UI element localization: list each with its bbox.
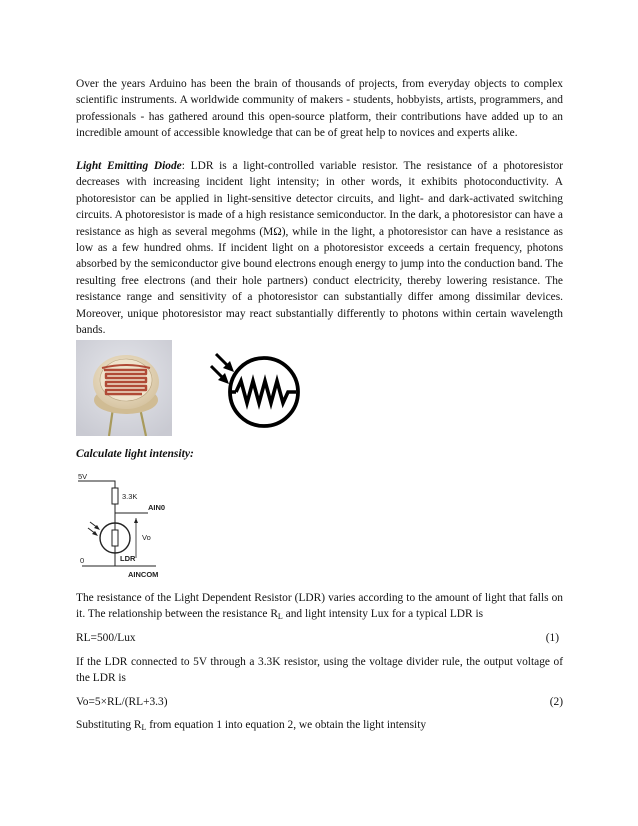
circuit-aincom-label: AINCOM: [128, 570, 159, 579]
substitute-text-end: from equation 1 into equation 2, we obtain the light intensity: [146, 719, 427, 731]
equation-2-formula: Vo=5×RL/(RL+3.3): [76, 696, 168, 708]
relationship-paragraph: [76, 590, 563, 626]
substitute-subscript: L: [141, 723, 147, 732]
relationship-text-start: The resistance of the Light Dependent Resistor (LDR) varies according to the amount of light that falls on it. The relationship between the resistance R: [76, 592, 563, 621]
intro-paragraph: Over the years Arduino has been the brain of thousands of projects, from everyday objects to complex scientific instruments. A worldwide community of makers - students, hobbyists, artists, programmers, and professionals - has gathered around this open-source platform, their contributions have added up to an incredible amount of accessible knowledge that can be of great help to novices and experts alike.: [76, 78, 563, 140]
circuit-output-label: Vo: [142, 533, 151, 542]
equation-2-number: (2): [549, 696, 563, 708]
circuit-resistor-label: 3.3K: [122, 492, 138, 501]
relationship-subscript: L: [277, 612, 283, 622]
ldr-paragraph: [76, 158, 563, 338]
equation-1-number: (1): [545, 632, 559, 644]
circuit-ain0-label: AIN0: [148, 503, 166, 512]
relationship-text-end: and light intensity Lux for a typical LDR is: [282, 608, 484, 621]
circuit-ldr-label: LDR: [120, 554, 136, 563]
equation-1-formula: RL=500/Lux: [76, 632, 136, 644]
divider-paragraph: If the LDR connected to 5V through a 3.3K resistor, using the voltage divider rule, the output voltage of the LDR is: [76, 656, 563, 685]
ldr-photo: [76, 340, 172, 436]
ldr-description: : LDR is a light-controlled variable resistor. The resistance of a photoresistor decreases with increasing incident light intensity; in other words, it exhibits photoconductivity. A photoresistor can be applied in light-sensitive detector circuits, and light- and dark-activated switching circuits. A photoresistor is made of a high resistance semiconductor. In the dark, a photoresistor can have a resistance as high as several megohms (MΩ), while in the light, a photoresistor can have a resistance as low as a few hundred ohms. If incident light on a photoresistor exceeds a certain frequency, photons absorbed by the semiconductor give bound electrons enough energy to jump into the conduction band. The resulting free electrons (and their hole partners) conduct electricity, thereby lowering resistance. The resistance range and sensitivity of a photoresistor can substantially differ among dissimilar devices. Moreover, unique photoresistor may react substantially differently to photons within certain wavelength bands.: [76, 160, 563, 337]
ldr-symbol-icon: [210, 348, 302, 434]
voltage-divider-circuit: [76, 470, 172, 580]
ldr-lead-term: Light Emitting Diode: [76, 160, 182, 172]
substitute-paragraph: [76, 717, 563, 736]
circuit-ground-label: 0: [80, 556, 85, 565]
equation-2: [76, 694, 563, 710]
section-heading: Calculate light intensity:: [76, 447, 194, 460]
circuit-supply-label: 5V: [78, 472, 88, 481]
equation-1: [76, 630, 563, 646]
substitute-text-start: Substituting R: [76, 719, 142, 731]
